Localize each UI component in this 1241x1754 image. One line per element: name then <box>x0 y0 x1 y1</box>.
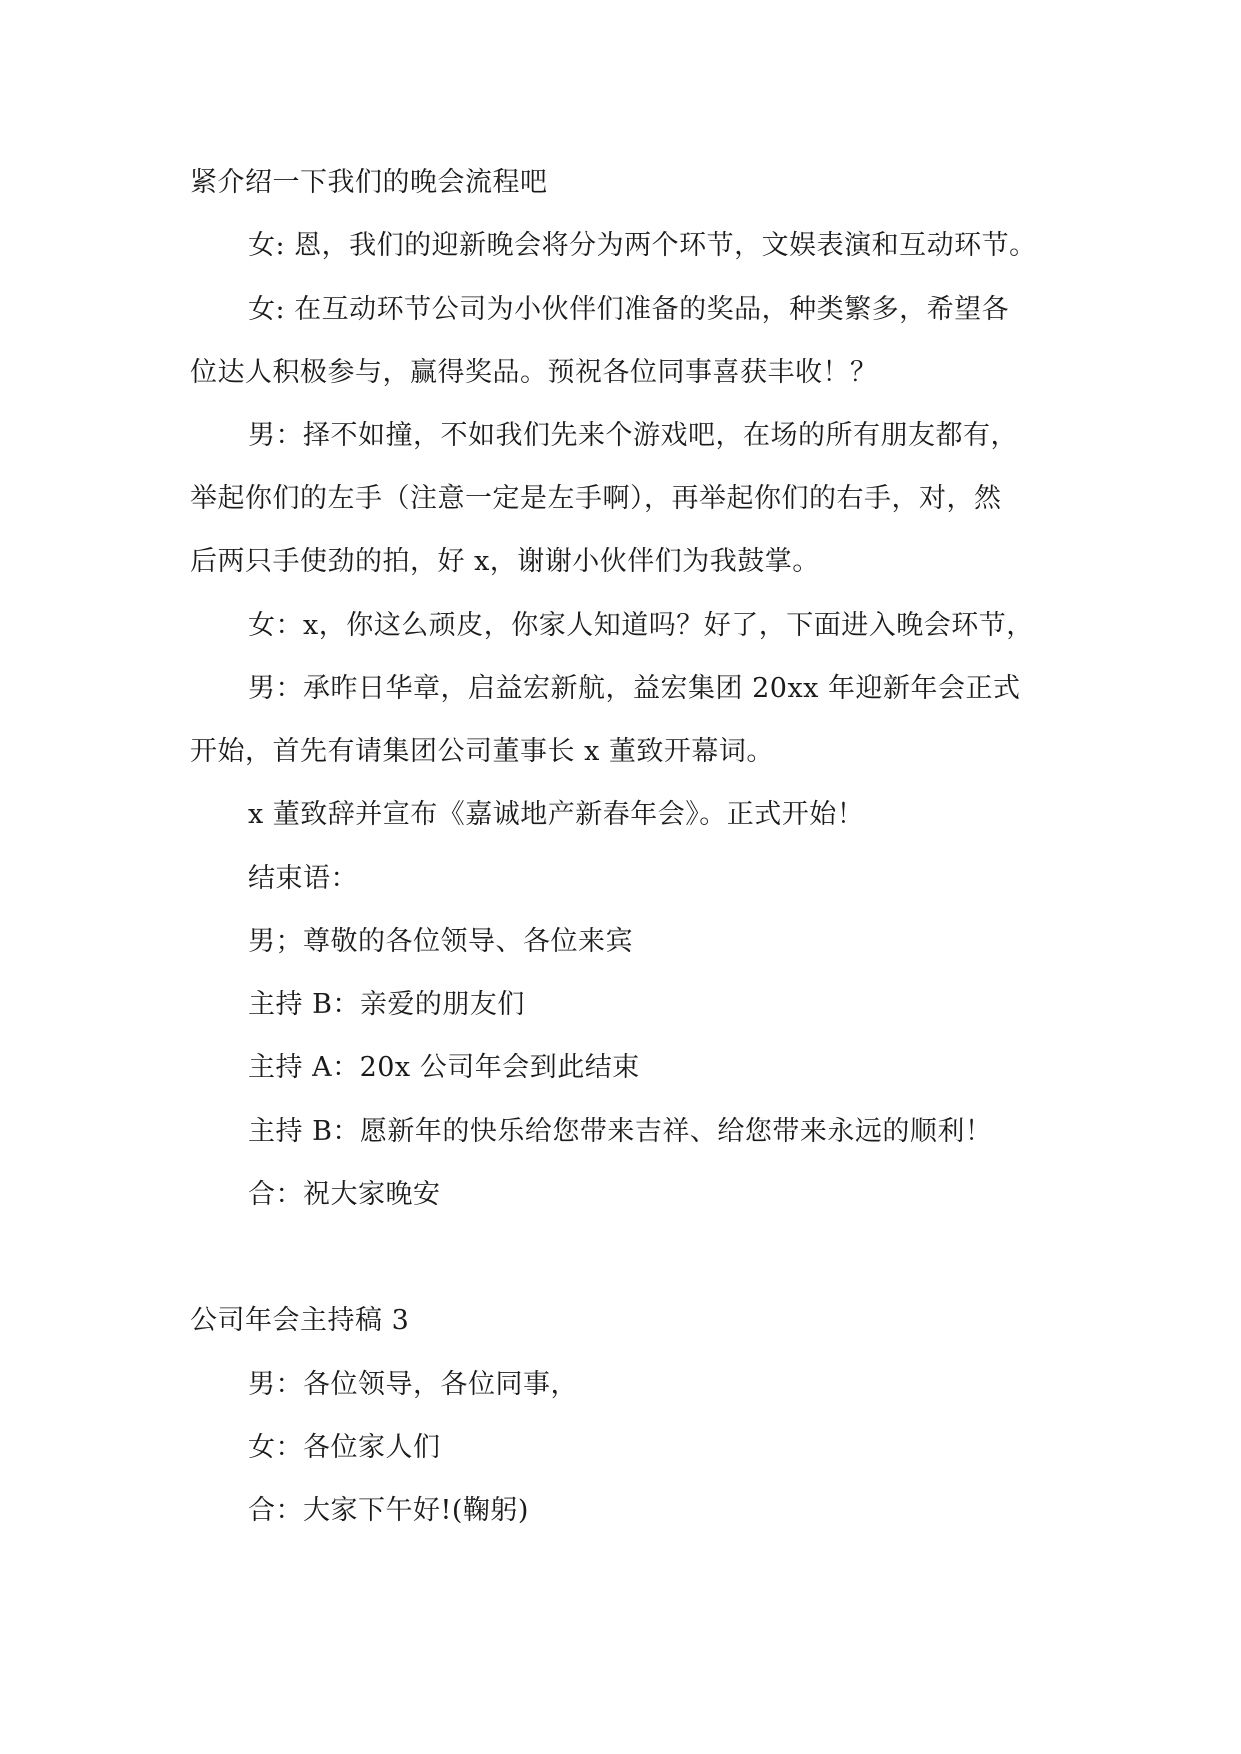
paragraph-line: 男；尊敬的各位领导、各位来宾 <box>248 926 633 957</box>
paragraph-line: 开始，首先有请集团公司董事长 x 董致开幕词。 <box>190 736 774 767</box>
section-heading: 公司年会主持稿 3 <box>190 1305 410 1336</box>
paragraph-line: 女: 恩，我们的迎新晚会将分为两个环节，文娱表演和互动环节。 <box>248 230 1037 261</box>
paragraph-line: 位达人积极参与，赢得奖品。预祝各位同事喜获丰收！？ <box>190 357 878 388</box>
paragraph-line: 女：各位家人们 <box>248 1432 441 1463</box>
paragraph-line: 男：择不如撞，不如我们先来个游戏吧，在场的所有朋友都有， <box>248 420 1018 451</box>
paragraph-line: 后两只手使劲的拍，好 x，谢谢小伙伴们为我鼓掌。 <box>190 546 820 577</box>
paragraph-line: x 董致辞并宣布《嘉诚地产新春年会》。正式开始！ <box>248 799 865 830</box>
paragraph-line: 男：承昨日华章，启益宏新航，益宏集团 20xx 年迎新年会正式 <box>248 673 1021 704</box>
paragraph-line: 结束语： <box>248 863 358 894</box>
paragraph-line: 举起你们的左手（注意一定是左手啊），再举起你们的右手，对，然 <box>190 483 1002 514</box>
paragraph-line: 主持 B：亲爱的朋友们 <box>248 989 525 1020</box>
paragraph-line: 主持 B：愿新年的快乐给您带来吉祥、给您带来永远的顺利！ <box>248 1116 993 1147</box>
paragraph-line: 男：各位领导，各位同事， <box>248 1369 578 1400</box>
paragraph-line: 合：祝大家晚安 <box>248 1179 441 1210</box>
paragraph-line: 主持 A：20x 公司年会到此结束 <box>248 1052 640 1083</box>
paragraph-line: 合：大家下午好!(鞠躬) <box>248 1495 529 1526</box>
paragraph-line: 紧介绍一下我们的晚会流程吧 <box>190 167 548 198</box>
paragraph-line: 女: 在互动环节公司为小伙伴们准备的奖品，种类繁多，希望各 <box>248 294 1010 325</box>
paragraph-line: 女：x，你这么顽皮，你家人知道吗？好了，下面进入晚会环节， <box>248 610 1034 641</box>
